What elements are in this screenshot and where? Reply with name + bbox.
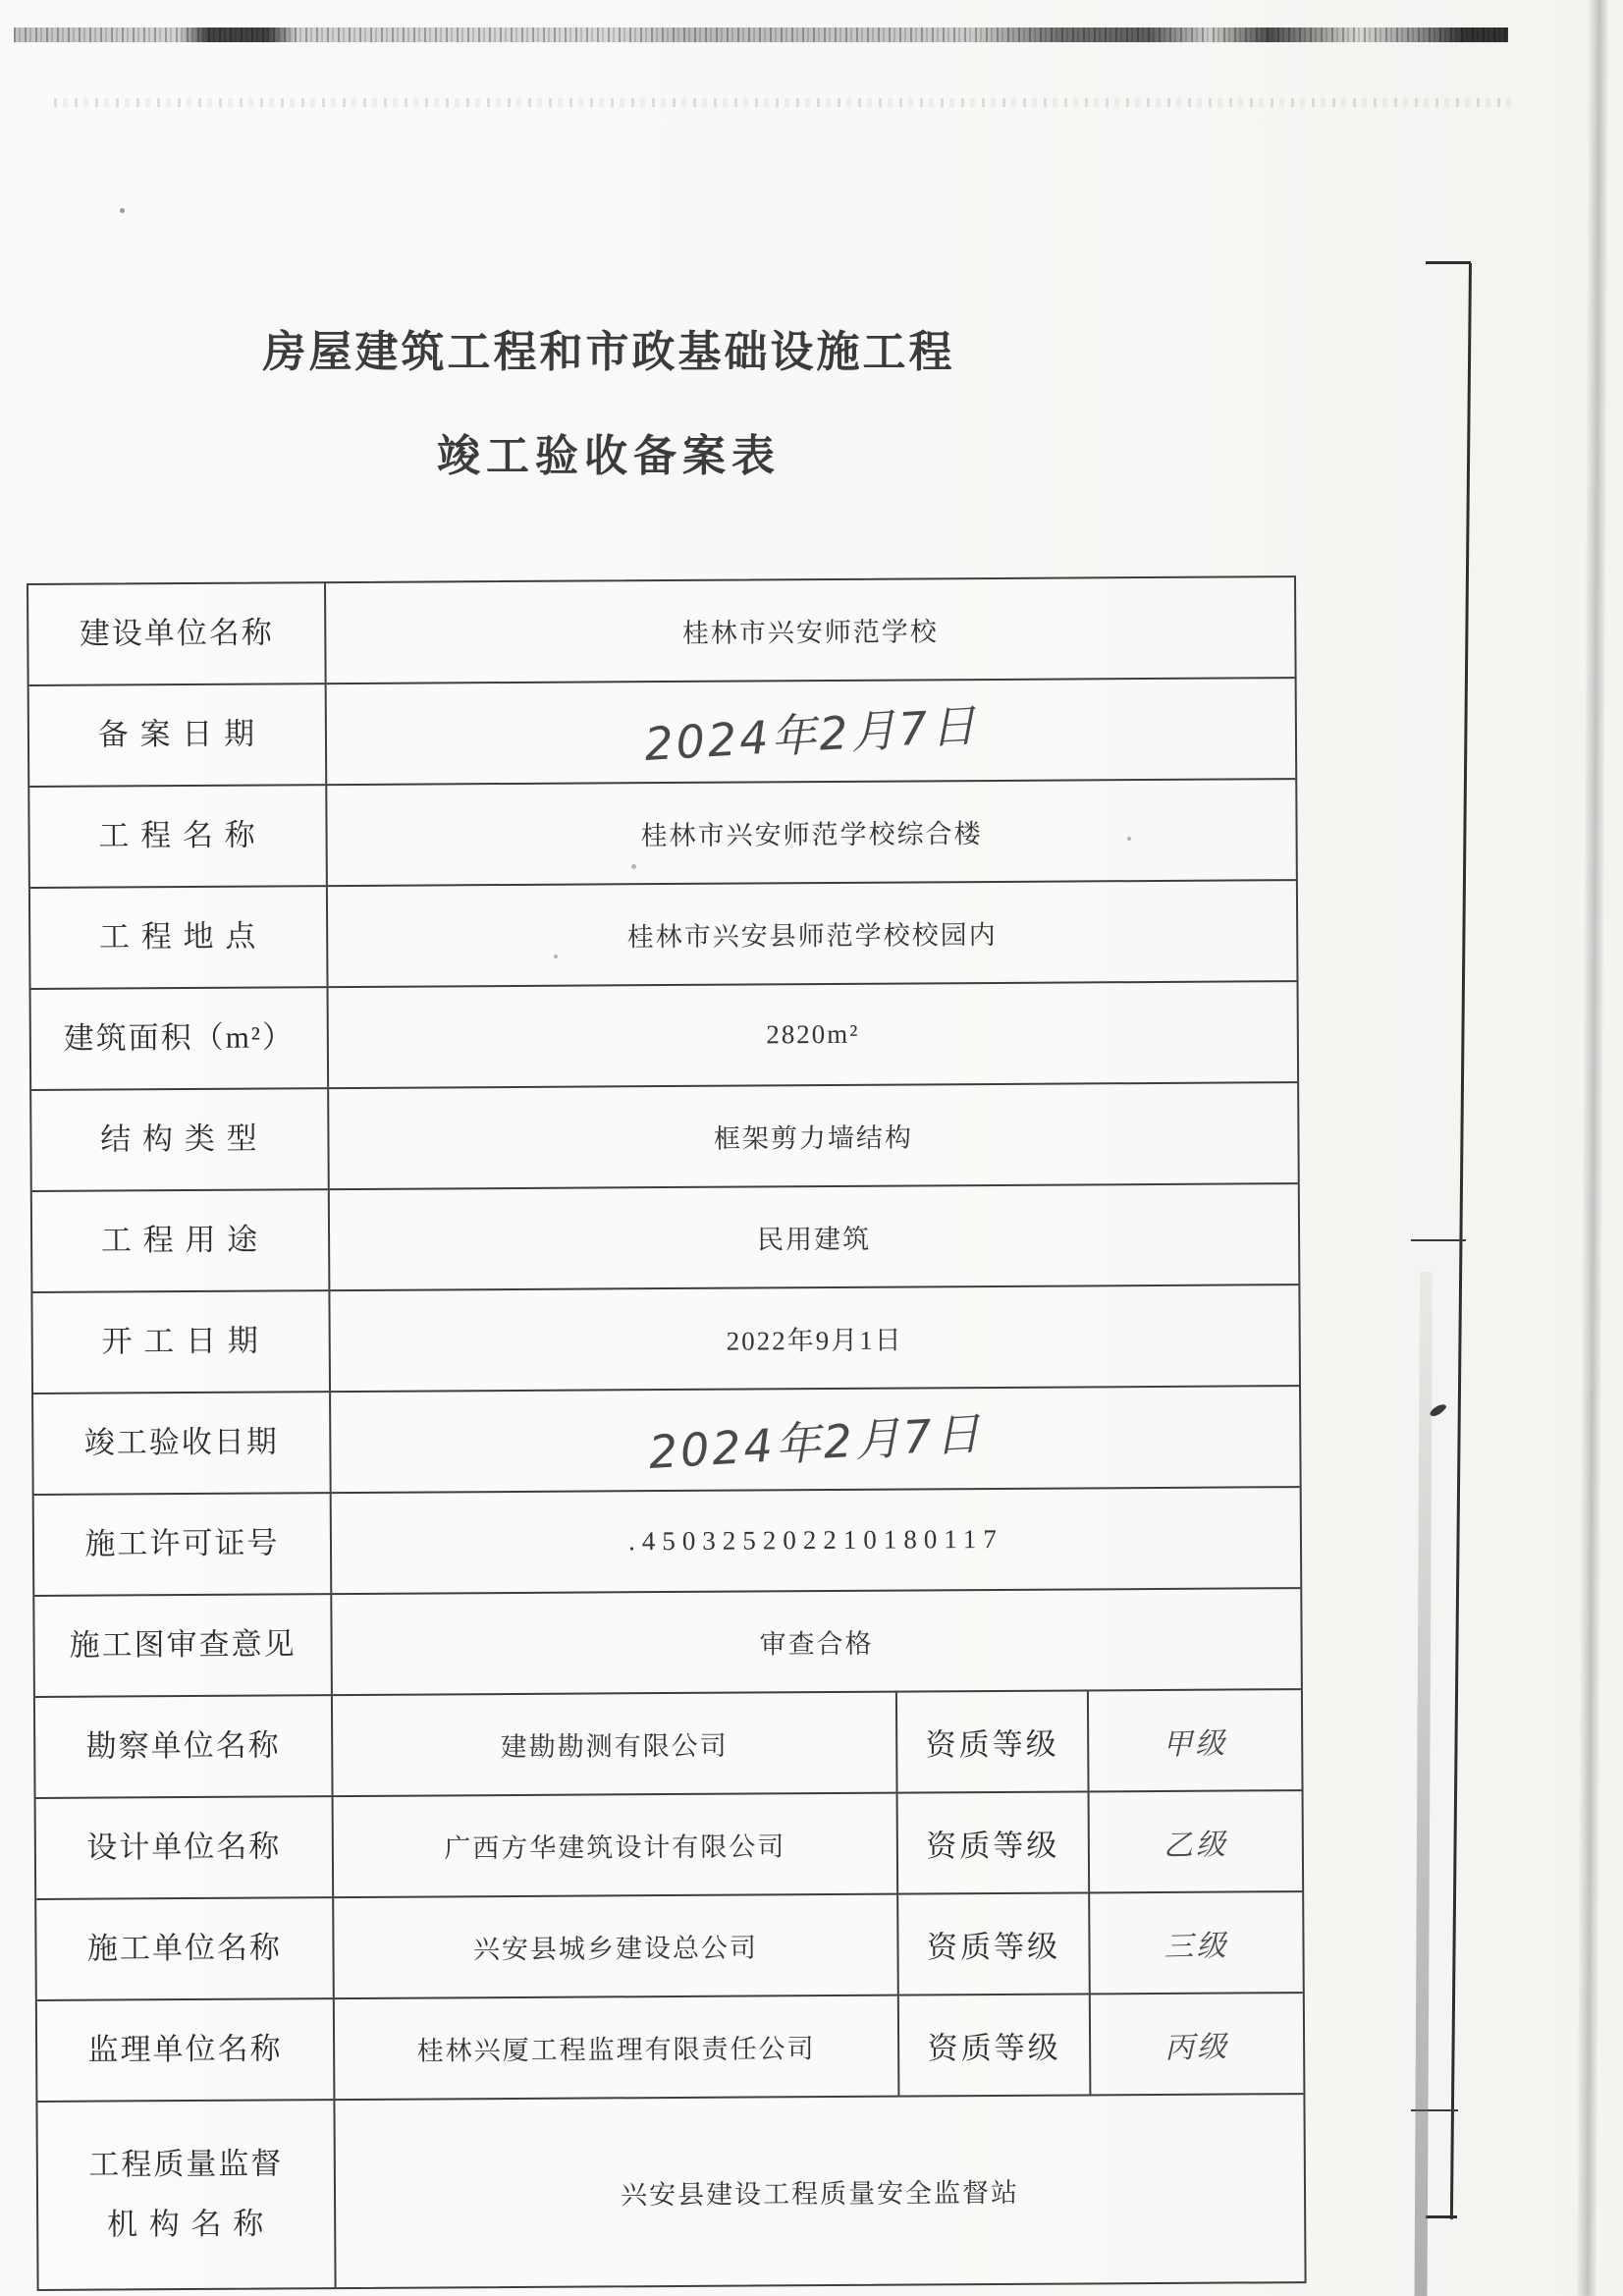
grade-label: 资质等级 bbox=[899, 1995, 1092, 2095]
field-value: 桂林市兴安师范学校 bbox=[681, 617, 939, 648]
handwritten-grade: 甲级 bbox=[1162, 1725, 1228, 1763]
field-value: 民用建筑 bbox=[757, 1224, 872, 1255]
grade-value bbox=[1090, 1892, 1303, 1993]
handwritten-date: 2024年2月7日 bbox=[646, 1405, 985, 1479]
handwritten-grade: 乙级 bbox=[1163, 1827, 1229, 1864]
scan-right-line-tick-1 bbox=[1411, 1239, 1466, 1241]
field-label: 施工图审查意见 bbox=[34, 1595, 333, 1696]
field-value: 建勘勘测有限公司 bbox=[333, 1693, 898, 1796]
table-row-construction-permit bbox=[34, 1488, 1301, 1597]
scan-right-line-top-hook bbox=[1426, 261, 1471, 264]
field-label: 工 程 地 点 bbox=[30, 887, 329, 988]
field-label: 工 程 名 称 bbox=[29, 786, 328, 887]
grade-label: 资质等级 bbox=[897, 1691, 1090, 1791]
table-row-design-unit bbox=[36, 1791, 1303, 1900]
grade-label: 资质等级 bbox=[898, 1893, 1091, 1994]
table-row-acceptance-date bbox=[33, 1387, 1300, 1496]
field-label: 备 案 日 期 bbox=[29, 684, 328, 786]
field-value: 桂林兴厦工程监理有限责任公司 bbox=[335, 1996, 900, 2100]
field-label-line1: 工程质量监督 bbox=[88, 2146, 284, 2182]
field-value: 审查合格 bbox=[759, 1628, 874, 1660]
document-title-line1: 房屋建筑工程和市政基础设施工程 bbox=[262, 328, 955, 376]
table-row-construction-unit bbox=[36, 1892, 1303, 2001]
scan-fold-shadow bbox=[1415, 1272, 1433, 2296]
field-label: 施工许可证号 bbox=[34, 1494, 333, 1595]
field-value bbox=[331, 1387, 1300, 1492]
field-label bbox=[37, 2101, 336, 2289]
field-value: 兴安县建设工程质量安全监督站 bbox=[620, 2177, 1020, 2210]
table-row-project-use bbox=[32, 1184, 1299, 1293]
field-label: 勘察单位名称 bbox=[35, 1696, 334, 1797]
field-label-line2: 机 构 名 称 bbox=[106, 2206, 266, 2242]
grade-label: 资质等级 bbox=[898, 1792, 1091, 1892]
field-label: 工 程 用 途 bbox=[32, 1190, 331, 1291]
page-edge-shadow bbox=[1577, 0, 1608, 2296]
field-label: 竣工验收日期 bbox=[33, 1393, 332, 1494]
scan-noise-band-top bbox=[14, 27, 1508, 42]
table-row-start-date bbox=[32, 1285, 1299, 1394]
scan-noise-band-faint bbox=[54, 98, 1517, 107]
field-label: 设计单位名称 bbox=[36, 1797, 335, 1898]
field-label: 结 构 类 型 bbox=[31, 1089, 330, 1190]
field-label: 监理单位名称 bbox=[37, 1999, 336, 2101]
scan-right-vertical-line bbox=[1450, 263, 1472, 2219]
table-row-drawing-review bbox=[34, 1589, 1301, 1698]
field-value: 桂林市兴安师范学校综合楼 bbox=[640, 819, 983, 851]
table-row-filing-date bbox=[29, 679, 1296, 788]
table-row-building-area bbox=[31, 982, 1298, 1091]
field-value bbox=[327, 679, 1296, 784]
grade-value bbox=[1090, 1791, 1303, 1891]
document-title-line2: 竣工验收备案表 bbox=[437, 432, 781, 480]
handwritten-date: 2024年2月7日 bbox=[642, 697, 980, 771]
table-row-supervision-unit bbox=[37, 1994, 1304, 2103]
table-row-project-location bbox=[30, 881, 1297, 990]
stray-comma-mark bbox=[1428, 1402, 1447, 1418]
handwritten-grade: 三级 bbox=[1163, 1928, 1229, 1965]
field-value: 框架剪力墙结构 bbox=[713, 1122, 914, 1154]
grade-value bbox=[1091, 1994, 1304, 2094]
table-row-project-name bbox=[29, 780, 1296, 889]
registration-form-table bbox=[27, 575, 1307, 2291]
scan-right-line-bottom-hook bbox=[1426, 2215, 1457, 2218]
scan-right-line-tick-2 bbox=[1411, 2109, 1458, 2111]
field-value: 兴安县城乡建设总公司 bbox=[334, 1895, 899, 1998]
field-value: 广西方华建筑设计有限公司 bbox=[334, 1794, 899, 1897]
table-row-survey-unit bbox=[35, 1690, 1302, 1799]
table-row-construction-owner bbox=[28, 577, 1295, 686]
field-label: 建设单位名称 bbox=[28, 583, 327, 684]
field-label: 建筑面积（m²） bbox=[31, 988, 330, 1089]
grade-value bbox=[1089, 1690, 1302, 1790]
scan-speck bbox=[120, 208, 125, 213]
table-row-structure-type bbox=[31, 1083, 1298, 1192]
table-row-quality-supervision-agency bbox=[37, 2095, 1304, 2289]
field-value: .450325202210180117 bbox=[628, 1523, 1003, 1557]
field-value: 桂林市兴安县师范学校校园内 bbox=[626, 919, 998, 953]
field-label: 施工单位名称 bbox=[36, 1898, 335, 1999]
handwritten-grade: 丙级 bbox=[1163, 2029, 1230, 2066]
field-value: 2022年9月1日 bbox=[726, 1325, 903, 1356]
field-value: 2820m² bbox=[766, 1018, 860, 1050]
field-label: 开 工 日 期 bbox=[32, 1291, 331, 1393]
